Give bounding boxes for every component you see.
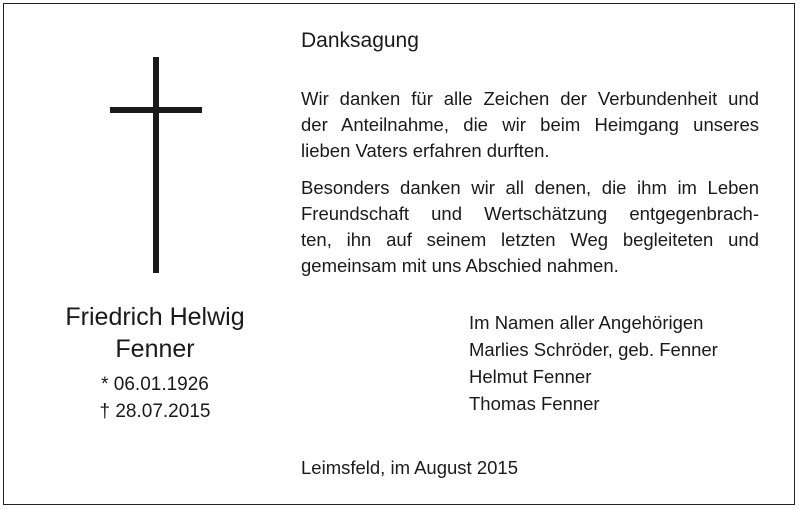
cross-icon-beam [110,107,202,113]
paragraph-line: Besonders danken wir all denen, die ihm im Leben [301,177,759,198]
signer-name: Helmut Fenner [469,366,592,387]
paragraph-line: der Anteilnahme, die wir beim Heimgang unseres [301,114,759,135]
place-date: Leimsfeld, im August 2015 [301,457,518,478]
paragraph-line: Wir danken für alle Zeichen der Verbundenheit und [301,88,759,109]
cross-icon [153,57,159,273]
notice-heading: Danksagung [301,29,419,52]
signature-intro: Im Namen aller Angehörigen [469,312,704,333]
signature-block [469,309,718,417]
deceased-name-last: Fenner [115,335,195,363]
signer-name: Marlies Schröder, geb. Fenner [469,339,718,360]
paragraph-line: Freundschaft und Wertschätzung entgegenbrach- [301,203,759,224]
death-date: † 28.07.2015 [99,401,211,422]
deceased-name-first: Friedrich Helwig [65,303,245,331]
birth-date: * 06.01.1926 [101,374,209,395]
paragraph-line: gemeinsam mit uns Abschied nahmen. [301,255,619,276]
thanks-paragraph-2 [301,175,759,279]
signer-name: Thomas Fenner [469,393,600,414]
paragraph-line: ten, ihn auf seinem letzten Weg begleiteten und [301,229,759,250]
paragraph-line: lieben Vaters erfahren durften. [301,140,550,161]
thanks-paragraph-1 [301,86,759,164]
